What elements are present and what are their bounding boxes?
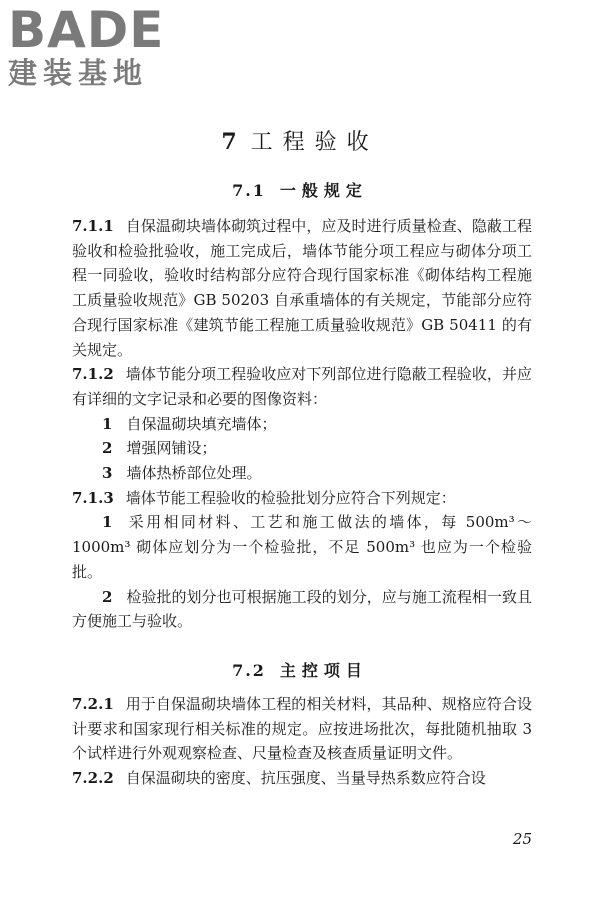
section-heading-7-1	[0, 178, 600, 201]
clause-7-1-1	[72, 214, 532, 362]
item-text: 自保温砌块填充墙体；	[126, 414, 277, 433]
section-number: 7.2	[232, 661, 266, 680]
list-item	[72, 585, 532, 634]
list-item	[72, 510, 532, 584]
item-number: 2	[102, 587, 113, 606]
list-item	[72, 436, 532, 461]
item-text: 检验批的划分也可根据施工段的划分，应与施工流程相一致且方便施工与验收。	[72, 587, 532, 631]
item-number: 1	[102, 513, 113, 532]
clause-number: 7.1.3	[72, 488, 114, 507]
chapter-title	[0, 125, 600, 156]
item-number: 2	[102, 439, 113, 458]
clause-text: 自保温砌块墙体砌筑过程中，应及时进行质量检查、隐蔽工程验收和检验批验收，施工完成后，墙体节能分项工程应与砌体分项工程一同验收，验收时结构部分应符合现行国家标准《砌体结构工程施工质量验收规范》GB 50203 自承重墙体的有关规定，节能部分应符合现行国家标准《建筑节能工程施工质量验收规范》GB 50411 的有关规定。	[72, 217, 532, 359]
clause-text: 墙体节能分项工程验收应对下列部位进行隐蔽工程验收，并应有详细的文字记录和必要的图像资料：	[72, 365, 532, 408]
item-text: 增强网铺设；	[126, 439, 217, 458]
clause-number: 7.2.1	[72, 695, 114, 713]
clause-text: 墙体节能工程验收的检验批划分应符合下列规定：	[125, 488, 456, 507]
page-number: 25	[512, 830, 532, 848]
clause-number: 7.1.1	[72, 217, 114, 235]
logo-subtitle: 建装基地	[8, 56, 149, 90]
clause-7-1-3	[72, 486, 532, 511]
clause-number: 7.2.2	[72, 769, 114, 788]
section-body-7-1	[72, 214, 532, 634]
item-text: 采用相同材料、工艺和施工做法的墙体，每 500m³～1000m³ 砌体应划分为一个检验批，不足 500m³ 也应为一个检验批。	[72, 513, 532, 581]
section-title-text: 主控项目	[279, 661, 368, 680]
clause-number: 7.1.2	[72, 365, 114, 384]
clause-7-1-2	[72, 362, 532, 411]
watermark-logo	[8, 1, 183, 90]
list-item	[72, 412, 532, 437]
clause-7-2-1	[72, 692, 532, 766]
chapter-title-text: 工程验收	[250, 130, 379, 155]
section-title-text: 一般规定	[279, 181, 368, 200]
list-item	[72, 461, 532, 486]
section-heading-7-2	[0, 658, 600, 681]
clause-text: 自保温砌块的密度、抗压强度、当量导热系数应符合设	[125, 769, 486, 788]
clause-text: 用于自保温砌块墙体工程的相关材料，其品种、规格应符合设计要求和国家现行相关标准的规定。应按进场批次，每批随机抽取 3 个试样进行外观观察检查、尺量检查及核查质量证明文件。	[72, 695, 532, 763]
item-text: 墙体热桥部位处理。	[126, 464, 262, 483]
section-body-7-2	[72, 692, 532, 791]
logo-text: BADE	[8, 1, 165, 59]
item-number: 1	[102, 414, 113, 433]
item-number: 3	[102, 464, 113, 483]
chapter-number: 7	[221, 129, 237, 155]
section-number: 7.1	[232, 181, 266, 200]
clause-7-2-2	[72, 766, 532, 791]
